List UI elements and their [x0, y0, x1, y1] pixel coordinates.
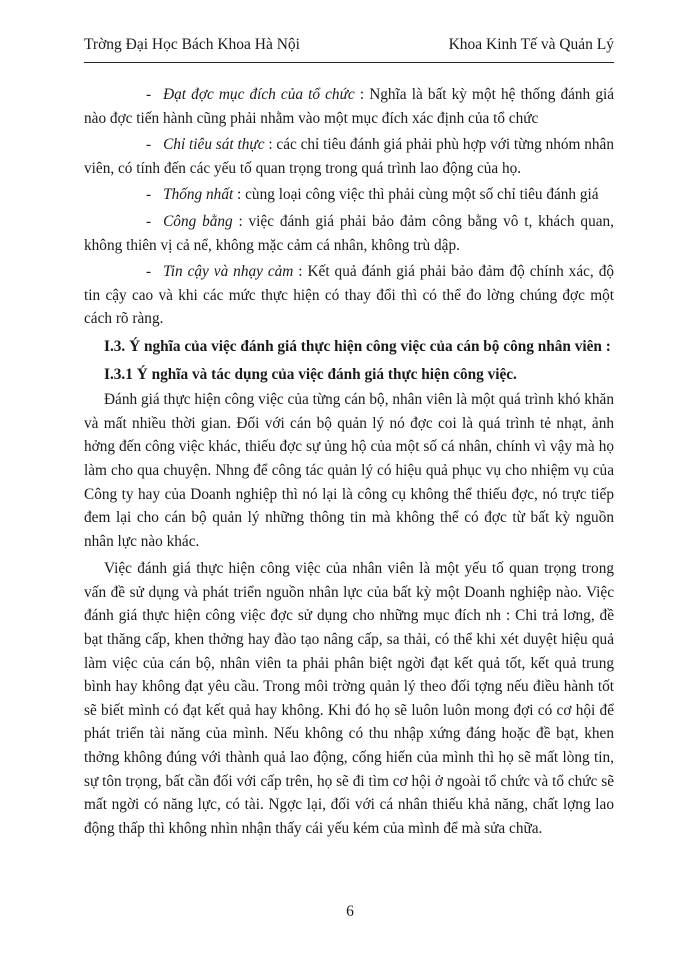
criterion-text: : việc đánh giá phải bảo đảm công bằng vô t, khách quan, không thiên vị cả nể, không mặc cảm cá nhân, không trù dập.	[84, 212, 614, 254]
page-body	[84, 83, 614, 840]
page-number: 6	[346, 903, 354, 920]
criterion-item	[84, 133, 614, 180]
criterion-text: : Nghĩa là bất kỳ một hệ thống đánh giá nào đợc tiến hành cũng phải nhằm vào một mục đích xác định của tổ chức	[84, 86, 615, 127]
criterion-item	[84, 183, 614, 207]
bullet-dash: -	[146, 86, 152, 103]
header-university: Trờng Đại Học Bách Khoa Hà Nội	[84, 36, 300, 53]
criterion-text: : Kết quả đánh giá phải bảo đảm độ chính xác, độ tin cậy cao và khi các mức thực hiện có thay đổi thì có thể đo lờng chúng đợc một cách rõ ràng.	[84, 263, 614, 328]
body-paragraph: Việc đánh giá thực hiện công việc của nhân viên là một yếu tố quan trọng trong vấn đề sử dụng và phát triển nguồn nhân lực của bất kỳ một Doanh nghiệp nào. Việc đánh giá thực hiện công việc đợc sử dụng cho những mục đích nh : Chi trả lơng, đề bạt thăng cấp, khen thởng hay đào tạo nâng cấp, sa thải, có thể khi xét duyệt hiệu quả làm việc của cán bộ, nhân viên ta phải phân biệt ngời đạt kết quả tốt, kết quả trung bình hay không đạt yêu cầu. Trong môi trờng quản lý theo đối tợng nếu điều hành tốt sẽ biết mình có đạt kết quả hay không. Khi đó họ sẽ luôn luôn mong đợi có cơ hội để phát triển tài năng của mình. Nếu không có thu nhập xứng đáng hoặc đề bạt, khen thởng không đúng với thành quả lao động, cống hiến của mình thì họ sẽ mất lòng tin, sự tôn trọng, bất cần đối với cấp trên, họ sẽ đi tìm cơ hội ở ngoài tổ chức và tổ chức sẽ mất ngời có năng lực, có tài. Ngợc lại, đối với cá nhân thiếu khả năng, chất lợng lao động thấp thì không nhìn nhận thấy cái yếu kém của mình để mà sửa chữa.	[84, 560, 614, 837]
criterion-term: Tin cậy và nhạy cảm	[163, 263, 294, 281]
body-paragraph: Đánh giá thực hiện công việc của từng cán bộ, nhân viên là một quá trình khó khăn và mất nhiều thời gian. Đối với cán bộ quản lý nó đợc coi là quá trình tẻ nhạt, ảnh hởng đến công việc khác, thiếu đợc sự ủng hộ của một số cá nhân, chính vì vậy mà họ làm cho qua chuyện. Nhng để công tác quản lý có hiệu quả phục vụ cho nhiệm vụ của Công ty hay của Doanh nghiệp thì nó lại là công cụ không thể thiếu đợc, nó trực tiếp đem lại cho cán bộ quản lý những thông tin mà không thể có đợc từ bất kỳ nguồn nhân lực nào khác.	[84, 391, 614, 550]
criterion-item	[84, 260, 614, 331]
bullet-dash: -	[146, 186, 152, 204]
criterion-item	[84, 210, 614, 257]
criterion-term: Đạt đợc mục đích của tổ chức	[163, 86, 355, 103]
page-header	[84, 36, 614, 60]
criterion-term: Chỉ tiêu sát thực	[163, 136, 265, 154]
header-rule	[84, 62, 614, 63]
header-faculty: Khoa Kinh Tế và Quản Lý	[448, 36, 614, 53]
bullet-dash: -	[146, 212, 152, 230]
section-heading-1-3-1: I.3.1 Ý nghĩa và tác dụng của việc đánh giá thực hiện công việc.	[104, 365, 517, 383]
criterion-item	[84, 83, 614, 130]
criterion-text: : các chỉ tiêu đánh giá phải phù hợp với từng nhóm nhân viên, có tính đến các yếu tố quan trọng trong quá trình lao động của họ.	[84, 136, 614, 177]
criterion-term: Công bằng	[163, 212, 233, 230]
bullet-dash: -	[146, 136, 152, 154]
criterion-term: Thống nhất	[163, 186, 234, 204]
bullet-dash: -	[146, 263, 152, 281]
criterion-text: : cùng loại công việc thì phải cùng một số chỉ tiêu đánh giá	[233, 186, 599, 204]
section-heading-1-3: I.3. Ý nghĩa của việc đánh giá thực hiện công việc của cán bộ công nhân viên :	[104, 337, 611, 355]
